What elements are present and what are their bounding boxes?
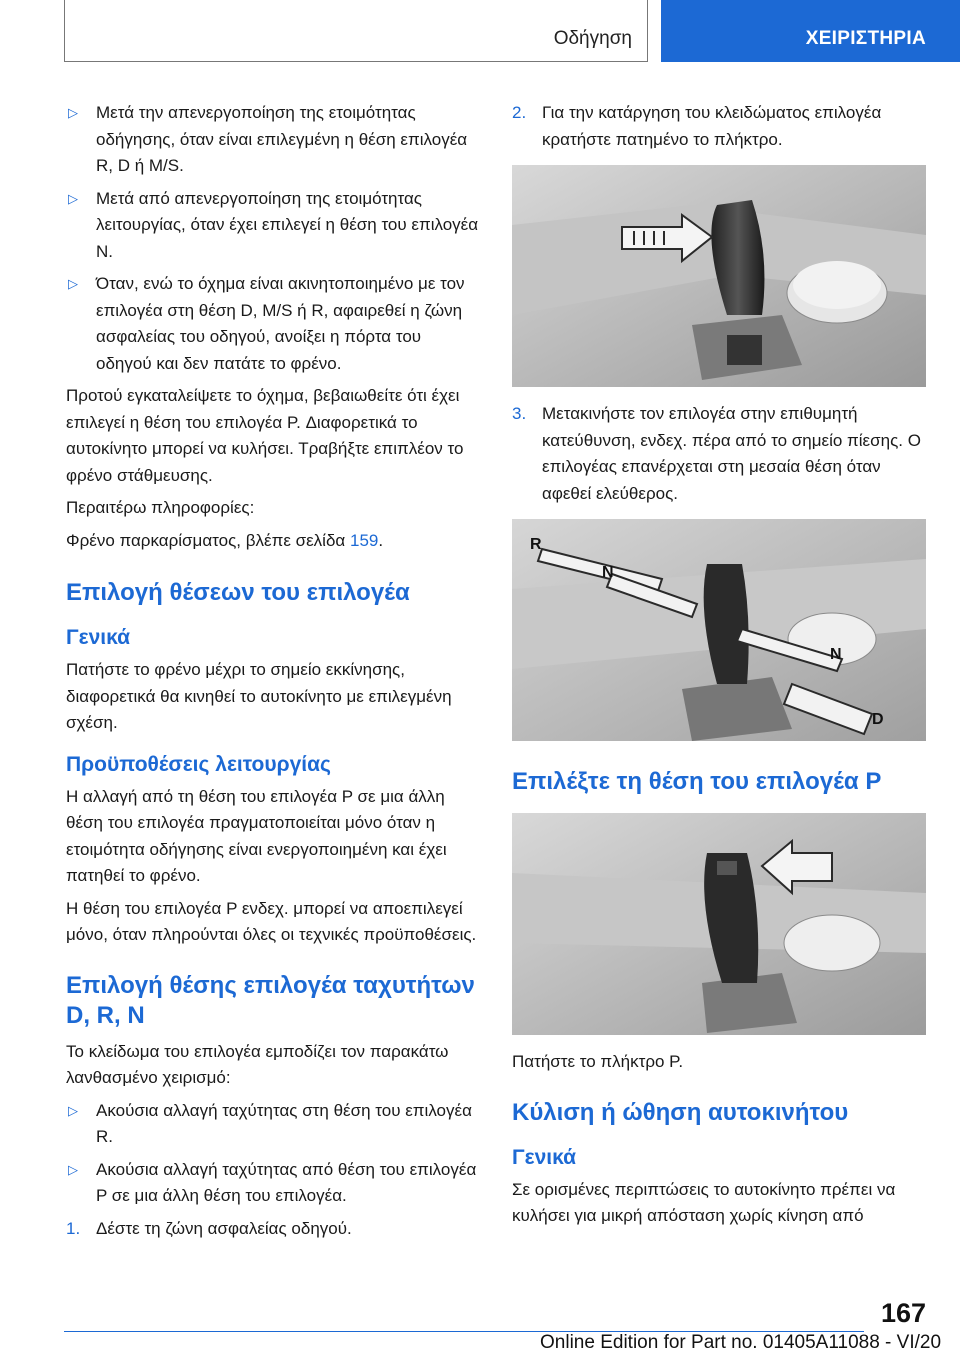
list-item — [66, 1157, 480, 1210]
direction-label-d: D — [872, 711, 884, 728]
direction-label-n-up: N — [602, 564, 614, 581]
list-item — [66, 271, 480, 377]
triangle-bullet-icon: ▷ — [68, 1161, 78, 1177]
paragraph-rolling: Σε ορισμένες περιπτώσεις το αυτοκίνητο πρέπει να κυλήσει για μικρή απόσταση χωρίς κίνηση από — [512, 1179, 896, 1225]
triangle-bullet-icon: ▷ — [68, 1102, 78, 1118]
footer-edition: Online Edition for Part no. 01405A11088 - VI/20 — [540, 1332, 942, 1353]
heading-general: Γενικά — [66, 626, 131, 649]
page-link-159[interactable]: 159 — [349, 530, 379, 550]
paragraph-press-p: Πατήστε το πλήκτρο P. — [512, 1052, 684, 1071]
right-column — [512, 100, 926, 1236]
heading-select-positions: Επιλογή θέσεων του επιλογέα — [66, 579, 410, 606]
p-button-figure — [512, 813, 926, 1035]
list-item — [66, 186, 480, 266]
triangle-bullet-icon: ▷ — [68, 190, 78, 206]
list-item — [66, 100, 480, 180]
step-1 — [66, 1216, 480, 1243]
heading-rolling-general: Γενικά — [512, 1145, 577, 1169]
chapter-title: ΧΕΙΡΙΣΤΗΡΙΑ — [661, 0, 960, 62]
gear-selector-directions-figure — [512, 519, 926, 741]
step-text: Δέστε τη ζώνη ασφαλείας οδηγού. — [96, 1218, 352, 1238]
step-number: 1. — [66, 1218, 81, 1238]
heading-rolling: Κύλιση ή ώθηση αυτοκινήτου — [512, 1098, 849, 1126]
list-item-text: Ακούσια αλλαγή ταχύτητας από θέση του επιλογέα P σε μια άλλη θέση του επιλογέα. — [96, 1159, 477, 1205]
list-item-text: Μετά την απενεργοποίηση της ετοιμότητας οδήγησης, όταν είναι επιλεγμένη η θέση επιλογέα R, D ή M/S. — [96, 103, 468, 175]
step-text: Για την κατάργηση του κλειδώματος επιλογέα κρατήστε πατημένο το πλήκτρο. — [542, 103, 882, 149]
step-number: 3. — [512, 404, 527, 423]
list-item — [66, 1098, 480, 1151]
step-2 — [512, 100, 926, 153]
paragraph-general: Πατήστε το φρένο μέχρι το σημείο εκκίνησης, διαφορετικά θα κινηθεί το αυτοκίνητο με επιλεγμένη σχέση. — [66, 660, 452, 732]
paragraph-brake-reference: Φρένο παρκαρίσματος, βλέπε σελίδα 159. — [66, 530, 384, 550]
paragraph-prerequisites-1: Η αλλαγή από τη θέση του επιλογέα P σε μια άλλη θέση του επιλογέα πραγματοποιείται μόνο όταν η ετοιμότητα οδήγησης είναι ενεργοποιημένη και έχει πατηθεί το φρένο. — [66, 786, 447, 885]
direction-label-r: R — [530, 536, 542, 553]
paragraph-lock: Το κλείδωμα του επιλογέα εμποδίζει τον παρακάτω λανθασμένο χειρισμό: — [66, 1041, 449, 1087]
list-item-text: Μετά από απενεργοποίηση της ετοιμότητας λειτουργίας, όταν έχει επιλεγεί η θέση του επιλογέα N. — [96, 188, 479, 261]
heading-select-drn: Επιλογή θέσης επιλογέα ταχυτήτων D, R, N — [66, 971, 475, 1029]
list-item-text: Όταν, ενώ το όχημα είναι ακινητοποιημένο με τον επιλογέα στη θέση D, M/S ή R, αφαιρεθεί η ζώνη ασφαλείας του οδηγού, ανοίξει η πόρτα του οδηγού και δεν πατάτε το φρένο. — [96, 274, 465, 373]
brake-reference-text: Φρένο παρκαρίσματος, βλέπε σελίδα — [66, 530, 350, 550]
direction-label-n-down: N — [830, 646, 842, 663]
triangle-bullet-icon: ▷ — [68, 276, 78, 291]
paragraph-prerequisites-2: Η θέση του επιλογέα P ενδεχ. μπορεί να αποεπιλεγεί μόνο, όταν πληρούνται όλες οι τεχνικές προϋποθέσεις. — [66, 898, 477, 944]
gear-selector-unlock-figure — [512, 165, 926, 387]
section-title: Οδήγηση — [553, 28, 632, 49]
step-3 — [512, 401, 926, 507]
left-column — [66, 100, 480, 1248]
list-item-text: Ακούσια αλλαγή ταχύτητας στη θέση του επιλογέα R. — [96, 1100, 472, 1146]
triangle-bullet-icon: ▷ — [68, 105, 78, 120]
heading-select-p: Επιλέξτε τη θέση του επιλογέα P — [512, 768, 882, 795]
step-text: Μετακινήστε τον επιλογέα στην επιθυμητή κατεύθυνση, ενδεχ. πέρα από το σημείο πίεσης. Ο επιλογέας επανέρχεται στη μεσαία θέση όταν αφεθεί ελεύθερος. — [542, 404, 921, 503]
paragraph-leave-vehicle: Προτού εγκαταλείψετε το όχημα, βεβαιωθείτε ότι έχει επιλεγεί η θέση του επιλογέα P. Διαφορετικά το αυτοκίνητο μπορεί να κυλήσει. Τραβήξτε επιπλέον το φρένο στάθμευσης. — [66, 386, 464, 485]
page-number: 167 — [880, 1298, 926, 1328]
heading-prerequisites: Προϋποθέσεις λειτουργίας — [66, 752, 331, 776]
paragraph-further-info: Περαιτέρω πληροφορίες: — [66, 498, 255, 517]
step-number: 2. — [512, 103, 527, 122]
